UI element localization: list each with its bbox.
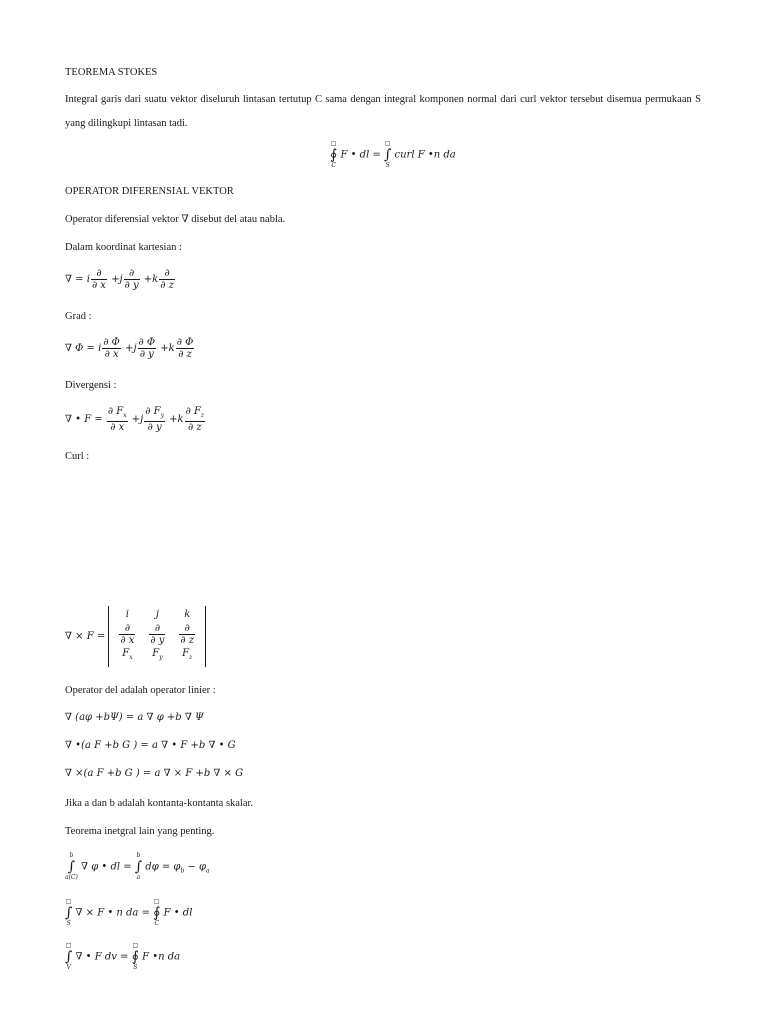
line-konstanta-skalar: Jika a dan b adalah kontanta-kontanta skalar. [65, 798, 254, 809]
label-grad: Grad : [65, 311, 92, 322]
paragraph-stokes-definition: Integral garis dari suatu vektor diseluruh lintasan tertutup C sama dengan integral komponen normal dari curl vektor tersebut disemua permukaan S yang dilingkupi lintasan tadi. [65, 94, 701, 129]
equation-stokes-theorem: □ ∫ S ∇ × F • n da = □ ∮ C F • dl [65, 898, 193, 927]
equation-linear-3: ∇ ×(a F +b G ) = a ∇ × F +b ∇ × G [65, 768, 244, 779]
stokes-rhs: curl F •n da [394, 149, 456, 161]
contour-integral-c: □ ∮ C [330, 140, 338, 169]
equation-divergence-theorem: □ ∫ V ∇ • F dv = □ ∮ S F •n da [65, 942, 181, 971]
surface-integral-s: □ ∫ S [384, 140, 392, 169]
line-teorema-integral: Teorema inetgral lain yang penting. [65, 826, 215, 837]
line-koordinat-kartesian: Dalam koordinat kartesian : [65, 242, 182, 253]
line-operator-linier: Operator del adalah operator linier : [65, 685, 216, 696]
equation-linear-1: ∇ (aφ +bΨ) = a ∇ φ +b ∇ Ψ [65, 712, 204, 723]
equation-gradient-theorem: b ∫ a(C) ∇ φ • dl = b ∫ a $d\varphi = \varphi_b - \varphi_a$ [65, 852, 210, 881]
equation-stokes [330, 140, 456, 170]
line-nabla-definition: Operator diferensial vektor ∇ disebut del atau nabla. [65, 214, 286, 225]
label-divergensi: Divergensi : [65, 380, 117, 391]
stokes-lhs: F • dl = [340, 149, 381, 161]
label-curl: Curl : [65, 451, 90, 462]
heading-operator-diferensial: OPERATOR DIFERENSIAL VEKTOR [65, 186, 234, 197]
equation-linear-2: ∇ •(a F +b G ) = a ∇ • F +b ∇ • G [65, 740, 236, 751]
equation-curl-determinant: ∇ × F = i j k $\frac{\partial}{\partial x}$ $\frac{\partial}{\partial y}$ $\frac{\partial}{\partial z}$ $F_x$ $F_y$ $F_z$ [65, 606, 206, 667]
equation-grad: ∇ Φ = i $\frac{\partial \Phi}{\partial x}$ +j $\frac{\partial \Phi}{\partial y}$ +k $\frac{\partial \Phi}{\partial z}$ [65, 337, 194, 360]
equation-nabla-cartesian: ∇ = i $\frac{\partial}{\partial x}$ +j $\frac{\partial}{\partial y}$ +k $\frac{\partial}{\partial z}$ [65, 268, 174, 291]
equation-divergence: ∇ • F = $\frac{\partial F_x}{\partial x}$ +j $\frac{\partial F_y}{\partial y}$ +k $\frac{\partial F_z}{\partial z}$ [65, 406, 205, 433]
curl-determinant-matrix: i j k $\frac{\partial}{\partial x}$ $\frac{\partial}{\partial y}$ $\frac{\partial}{\partial z}$ $F_x$ $F_y$ $F_z$ [108, 606, 206, 667]
heading-teorema-stokes: TEOREMA STOKES [65, 67, 158, 78]
